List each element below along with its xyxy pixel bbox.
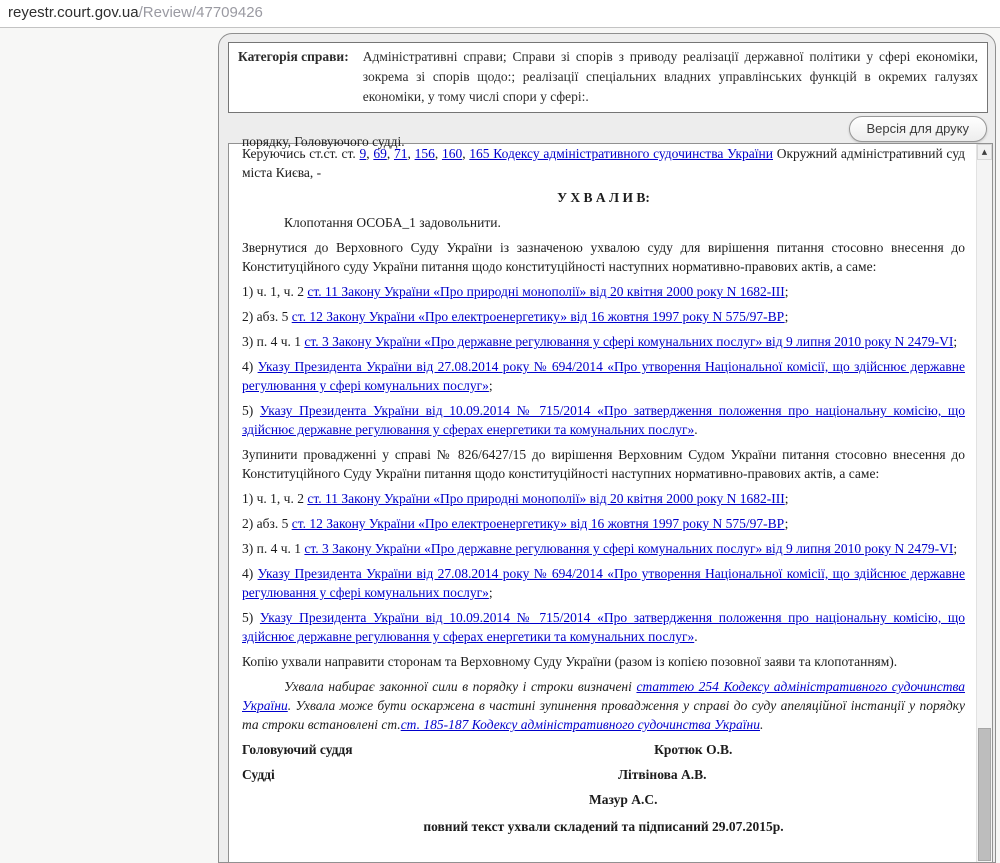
judge-name: Кротюк О.В. — [654, 742, 733, 757]
item-suffix: . — [694, 422, 698, 437]
judge-name: Мазур А.С. — [589, 792, 658, 807]
signature-row — [242, 740, 965, 759]
document-scrollbar[interactable] — [976, 144, 992, 862]
article-254-link[interactable]: статтею 254 Кодексу адміністративного судочинства України — [242, 679, 965, 713]
scroll-up-button[interactable] — [977, 144, 992, 160]
article-link[interactable]: 69 — [373, 146, 387, 161]
law-link[interactable]: ст. 12 Закону України «Про електроенергетику» від 16 жовтня 1997 року N 575/97-ВР — [291, 309, 785, 324]
item-suffix: ; — [784, 516, 789, 531]
item-prefix: 4) — [242, 566, 258, 581]
text-segment: , — [462, 146, 470, 161]
up-arrow-icon: ▲ — [981, 148, 988, 156]
ruling-items-suspend — [242, 489, 965, 646]
article-link[interactable]: 71 — [393, 146, 408, 161]
full-text-date-note: повний текст ухвали складений та підписаний 29.07.2015р. — [423, 819, 784, 834]
law-link[interactable]: ст. 3 Закону України «Про державне регулювання у сфері комунальних послуг» від 9 липня 2010 року N 2479-VI — [304, 541, 954, 556]
article-link[interactable]: 160 — [441, 146, 463, 161]
case-category-label: Категорія справи: — [238, 49, 349, 64]
ruling-item — [242, 282, 965, 301]
page-url[interactable] — [8, 4, 263, 21]
signature-row — [242, 765, 965, 784]
ruling-item — [242, 401, 965, 439]
text-segment: . — [760, 717, 764, 732]
decree-link[interactable]: Указу Президента України від 27.08.2014 року № 694/2014 «Про утворення Національної комісії, що здійснює державне регулювання у сфері комунальних послуг» — [242, 566, 965, 600]
item-suffix: ; — [784, 491, 789, 506]
text-segment: , — [366, 146, 374, 161]
item-prefix: 1) ч. 1, ч. 2 — [242, 284, 308, 299]
paragraph-copy-note: Копію ухвали направити сторонам та Верховному Суду України (разом із копією позовної заяви та клопотанням). — [242, 654, 898, 669]
item-prefix: 2) абз. 5 — [242, 516, 292, 531]
item-prefix: 3) п. 4 ч. 1 — [242, 334, 305, 349]
paragraph-legal-notice — [242, 677, 965, 734]
paragraph-legal-basis — [242, 144, 965, 182]
clipped-scrolled-line — [242, 132, 965, 149]
decree-link[interactable]: Указу Президента України від 10.09.2014 № 715/2014 «Про затвердження положення про національну комісію, що здійснює державне регулювання у сферах енергетики та комунальних послуг» — [242, 610, 965, 644]
item-prefix: 5) — [242, 403, 260, 418]
judge-role: Судді — [242, 767, 275, 782]
law-link[interactable]: ст. 12 Закону України «Про електроенергетику» від 16 жовтня 1997 року N 575/97-ВР — [291, 516, 785, 531]
text-segment: , — [434, 146, 442, 161]
decree-link[interactable]: Указу Президента України від 27.08.2014 року № 694/2014 «Про утворення Національної комісії, що здійснює державне регулювання у сфері комунальних послуг» — [242, 359, 965, 393]
decision-document-text — [229, 134, 992, 836]
scroll-thumb[interactable] — [978, 728, 991, 861]
text-segment: Ухвала набирає законної сили в порядку і строки визначені — [284, 679, 637, 694]
decision-document-frame[interactable] — [228, 134, 993, 863]
clipped-text: порядку, Головуючого судді. — [242, 134, 405, 149]
text-segment: , — [407, 146, 415, 161]
decree-link[interactable]: Указу Президента України від 10.09.2014 № 715/2014 «Про затвердження положення про національну комісію, що здійснює державне регулювання у сферах енергетики та комунальних послуг» — [242, 403, 965, 437]
item-prefix: 5) — [242, 610, 260, 625]
item-suffix: ; — [784, 309, 789, 324]
print-version-button[interactable]: Версія для друку — [849, 116, 988, 142]
code-link[interactable]: 165 Кодексу адміністративного судочинства України — [469, 146, 773, 161]
text-segment: Керуючись ст.ст. ст. — [242, 146, 360, 161]
paragraph-motion: Клопотання ОСОБА_1 задовольнити. — [284, 215, 501, 230]
ruling-heading: У Х В А Л И В: — [557, 190, 650, 205]
item-suffix: . — [694, 629, 698, 644]
text-segment: Окружний адміністративний суд міста Києва, - — [242, 146, 965, 180]
item-suffix: ; — [488, 585, 493, 600]
text-segment: , — [386, 146, 394, 161]
judge-name: Літвінова А.В. — [617, 767, 707, 782]
law-link[interactable]: ст. 11 Закону України «Про природні монополії» від 20 квітня 2000 року N 1682-III — [307, 284, 785, 299]
case-category-text: Адміністративні справи; Справи зі спорів з приводу реалізації державної політики у сфері економіки, зокрема зі спорів щодо:; реалізації спеціальних владних управлінських функцій в окремих галузях економіки, у тому числі спори у сфері:. — [362, 49, 978, 104]
item-suffix: ; — [784, 284, 789, 299]
article-link[interactable]: 9 — [359, 146, 367, 161]
articles-185-187-link[interactable]: ст. 185-187 Кодексу адміністративного судочинства України — [400, 717, 760, 732]
item-prefix: 3) п. 4 ч. 1 — [242, 541, 305, 556]
item-prefix: 2) абз. 5 — [242, 309, 292, 324]
law-link[interactable]: ст. 3 Закону України «Про державне регулювання у сфері комунальних послуг» від 9 липня 2010 року N 2479-VI — [304, 334, 954, 349]
paragraph-suspend: Зупинити провадженні у справі № 826/6427/15 до вирішення Верховним Судом України питання стосовно внесення до Конституційного Суду України питання щодо конституційності наступних нормативно-правових актів, а саме: — [242, 447, 965, 481]
item-suffix: ; — [488, 378, 493, 393]
ruling-items-appeal — [242, 282, 965, 439]
main-panel — [218, 33, 996, 863]
ruling-item — [242, 539, 965, 558]
url-host: reyestr.court.gov.ua — [8, 4, 139, 21]
paragraph-appeal: Звернутися до Верховного Суду України із зазначеною ухвалою суду для вирішення питання стосовно внесення до Конституційного суду України питання щодо конституційності наступних нормативно-правових актів, а саме: — [242, 240, 965, 274]
article-link[interactable]: 156 — [414, 146, 435, 161]
item-suffix: ; — [953, 541, 958, 556]
judge-role: Головуючий суддя — [242, 742, 353, 757]
signature-row — [242, 790, 965, 809]
ruling-item — [242, 357, 965, 395]
ruling-item — [242, 489, 965, 508]
item-prefix: 1) ч. 1, ч. 2 — [242, 491, 308, 506]
ruling-item — [242, 514, 965, 533]
text-segment: . Ухвала може бути оскаржена в частині зупинення провадження у справі до суду апеляційної інстанції у порядку та строки встановлені ст. — [242, 698, 965, 732]
ruling-item — [242, 332, 965, 351]
url-path: /Review/47709426 — [138, 4, 263, 21]
case-category-box — [228, 42, 988, 113]
ruling-item — [242, 564, 965, 602]
law-link[interactable]: ст. 11 Закону України «Про природні монополії» від 20 квітня 2000 року N 1682-III — [307, 491, 785, 506]
item-prefix: 4) — [242, 359, 258, 374]
ruling-item — [242, 307, 965, 326]
browser-address-bar[interactable] — [0, 0, 1000, 28]
item-suffix: ; — [953, 334, 958, 349]
ruling-item — [242, 608, 965, 646]
